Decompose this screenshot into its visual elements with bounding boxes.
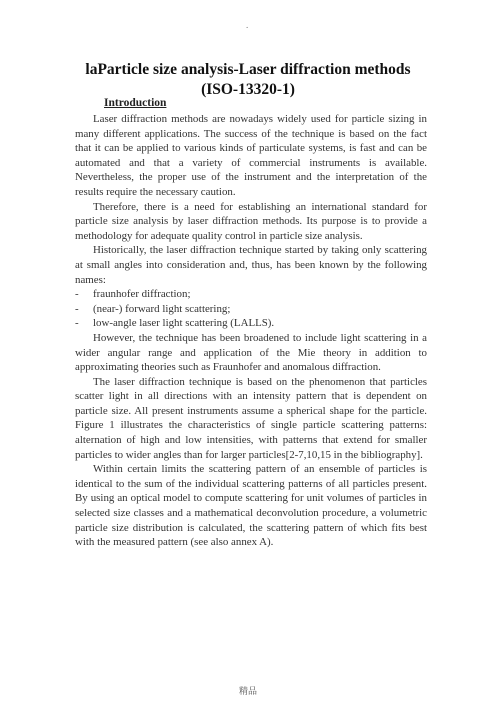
list-dash: - [75,288,79,301]
header-mark: . [246,20,249,30]
paragraph-5: The laser diffraction technique is based on the phenomenon that particles scatter light in all directions with an intensity pattern that is dependent on particle size. All present instruments assume a spherical shape for the particle. Figure 1 illustrates the characteristics of single particle scattering patterns: alternation of high and low intensities, with patterns that extend for smaller particles to wider angles than for larger particles[2-7,10,15 in the bibliography]. [75,375,427,461]
paragraph-6: Within certain limits the scattering pattern of an ensemble of particles is identical to the sum of the individual scattering patterns of all particles present. By using an optical model to compute scattering for unit volumes of particles in selected size classes and a mathematical deconvolution procedure, a volumetric particle size distribution is calculated, the scattering pattern of which fits best with the measured pattern (see also annex A). [75,463,427,549]
paragraph-4: However, the technique has been broadened to include light scattering in a wider angular range and application of the Mie theory in addition to approximating theories such as Fraunhofer and anomalous diffraction. [75,331,427,374]
section-heading: Introduction [104,97,167,109]
body-text [75,112,427,550]
paragraph-2: Therefore, there is a need for establishing an international standard for particle size analysis by laser diffraction methods. Its purpose is to provide a methodology for adequate quality control in particle size analysis. [75,200,427,242]
paragraph-3: Historically, the laser diffraction technique started by taking only scattering at small angles into consideration and, thus, has been known by the following names: [75,244,427,286]
title-line-2: (ISO-13320-1) [201,81,295,98]
document-title [0,60,496,100]
names-list [75,287,427,331]
list-item [75,302,427,317]
list-dash: - [75,302,79,315]
paragraph-1: Laser diffraction methods are nowadays widely used for particle sizing in many different applications. The success of the technique is based on the fact that it can be applied to various kinds of particulate systems, is fast and can be automated and that a variety of commercial instruments is available. Nevertheless, the proper use of the instrument and the interpretation of the results require the necessary caution. [75,113,427,198]
title-line-1: laParticle size analysis-Laser diffraction methods [85,61,411,78]
list-item [75,316,427,331]
list-dash: - [75,317,79,330]
page-footer: 精品 [238,687,257,697]
list-item-text: (near-) forward light scattering; [93,302,231,315]
list-item-text: fraunhofer diffraction; [93,288,191,301]
list-item-text: low-angle laser light scattering (LALLS). [93,317,275,330]
list-item [75,287,427,302]
